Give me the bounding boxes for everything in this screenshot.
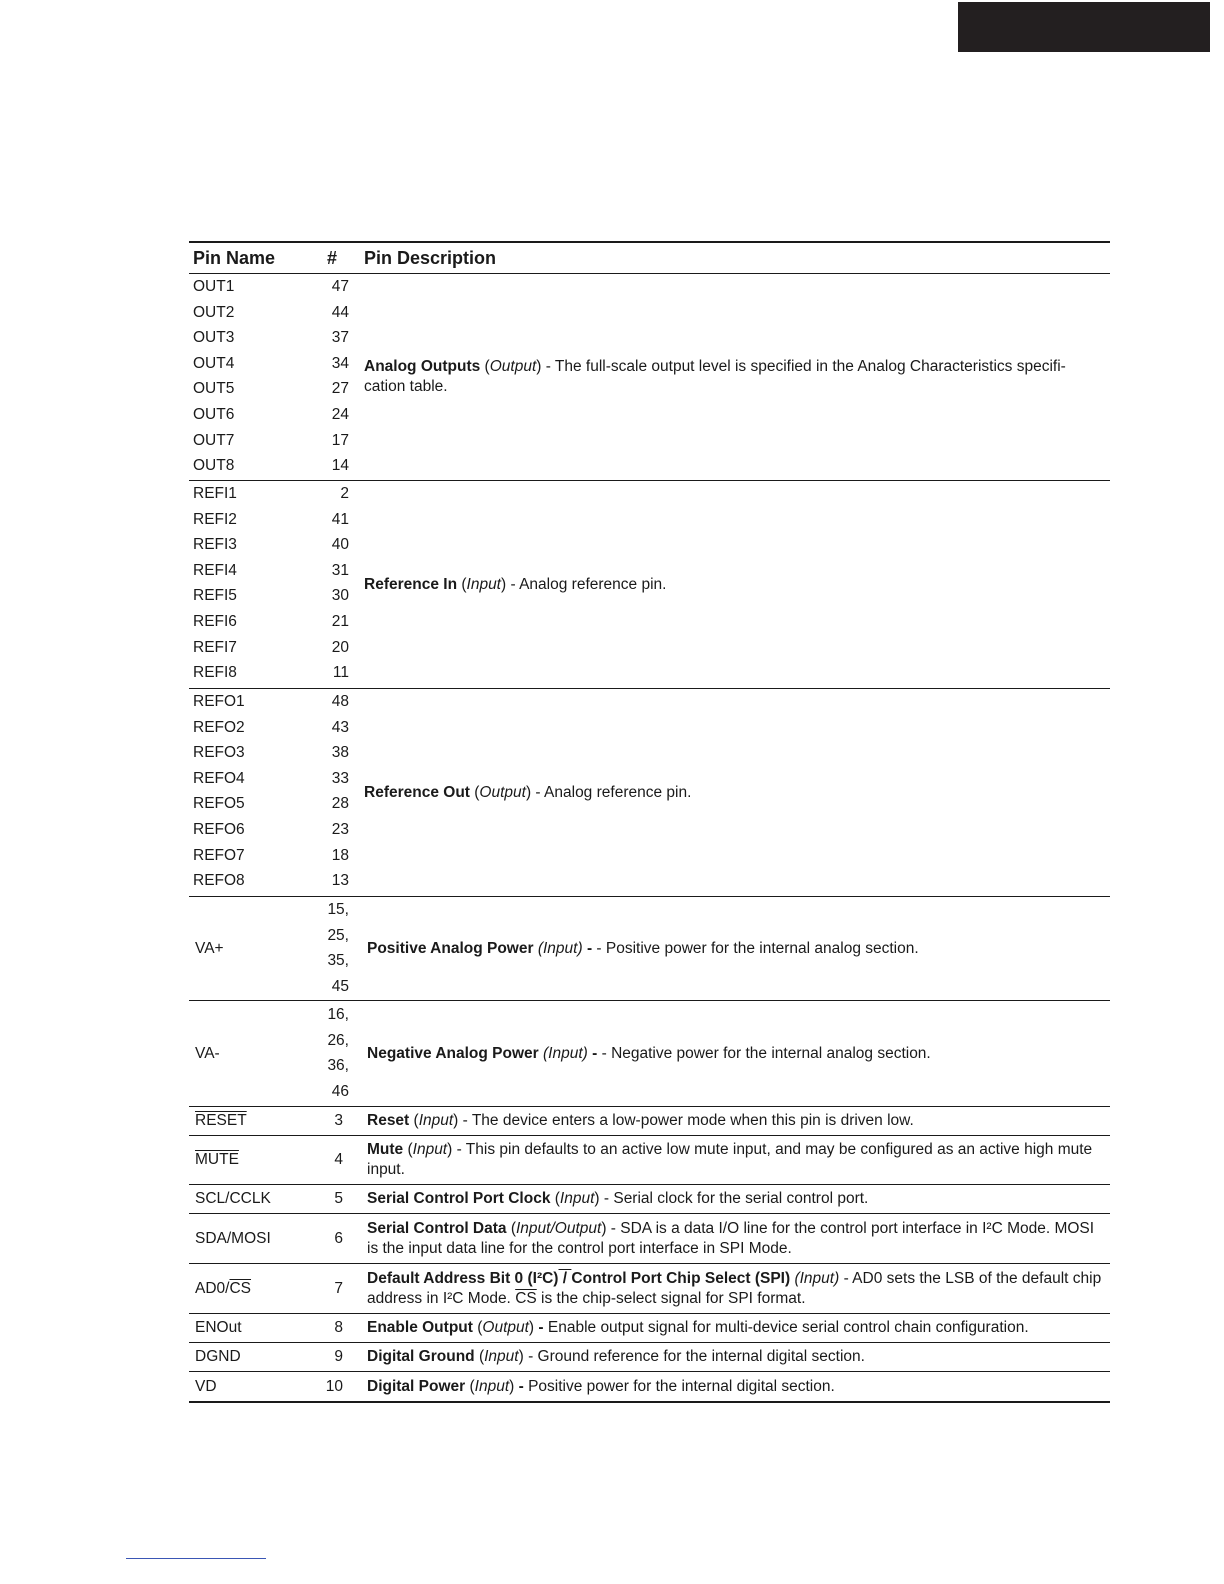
pin-name: REFI4 [193,561,237,579]
pin-numbers [307,1001,349,1106]
pin-name: VA+ [195,939,224,957]
pin-number: 35, [327,952,349,970]
pin-numbers [307,274,349,480]
desc-direction: (Input) [794,1269,840,1287]
pin-name: OUT3 [193,329,235,347]
pin-names [193,689,313,896]
pin-number: 11 [332,664,349,682]
pin-description: Digital Ground (Input) - Ground reference for the internal digital section. [367,1348,865,1365]
pin-description: Serial Control Data (Input/Output) - SDA is a data I/O line for the control port interface in I²C Mode. MOSI is the input data line for the control port interface in SPI Mode. [367,1219,1095,1257]
pin-number: 17 [331,431,349,449]
desc-direction: Output [479,783,526,801]
row-mute [189,1136,1110,1185]
desc-direction: Output [489,358,537,375]
pin-name: SDA/MOSI [195,1229,271,1247]
desc-title: Positive Analog Power [367,939,534,957]
desc-text: - The device enters a low-power mode when this pin is driven low. [458,1112,914,1129]
pin-name: ENOut [195,1319,242,1336]
pin-number: 5 [334,1190,343,1207]
pin-number: 13 [331,872,349,890]
pin-number: 6 [334,1229,343,1247]
pin-number: 44 [331,303,349,321]
pin-number: 47 [331,278,349,295]
pin-number: 31 [331,561,349,579]
pin-number: 23 [331,820,349,838]
pin-name: REFI2 [193,510,237,528]
pin-number: 48 [331,693,349,710]
pin-name: OUT6 [193,405,235,423]
pin-numbers [307,689,349,896]
pin-number: 27 [331,380,349,398]
pin-number: 14 [331,457,349,475]
group-reference-out [189,689,1110,897]
desc-direction: Input [418,1112,454,1129]
pin-number: 15, [327,901,349,918]
pin-name: REFO1 [193,693,245,710]
header-tab-block [958,2,1210,52]
desc-title: Default Address Bit 0 (I²C) [367,1269,559,1287]
group-va-minus [189,1001,1110,1107]
pin-number: 46 [331,1082,349,1100]
pin-number: 18 [331,846,349,864]
pin-description: Serial Control Port Clock (Input) - Serial clock for the serial control port. [367,1190,869,1207]
desc-text: - Positive power for the internal analog section. [592,939,919,957]
desc-direction: Input [474,1377,510,1395]
header-pin-name: Pin Name [193,248,276,268]
pin-description: Digital Power (Input) - Positive power for the internal digital section. [367,1377,835,1395]
desc-text: - This pin defaults to an active low mute input, and may be configured as an active high mute input. [367,1141,1093,1178]
table-header [189,243,1110,274]
desc-text-cs: $\overline{CS}$ [515,1289,537,1307]
header-pin-number: # [327,248,338,268]
desc-text: Positive power for the internal digital section. [523,1377,835,1395]
pin-name-cs: $\overline{CS}$ [229,1279,252,1297]
pin-number: 43 [331,718,349,736]
pin-name: OUT8 [193,457,235,475]
pin-number: 7 [334,1279,343,1297]
pin-description: Positive Analog Power (Input) - - Positive power for the internal analog section. [367,939,919,957]
desc-title: Reset [367,1112,410,1129]
pin-description [367,1264,1106,1313]
pin-name: VD [195,1377,217,1395]
pin-name: DGND [195,1348,241,1365]
desc-direction: Input [466,575,501,593]
desc-text: - Analog reference pin. [506,575,667,593]
desc-direction: Input [559,1190,595,1207]
pin-name: OUT7 [193,431,235,449]
pin-name: REFO6 [193,820,245,838]
pin-name: REFO3 [193,744,245,762]
desc-title: Reference Out [364,783,470,801]
pin-name: SCL/CCLK [195,1190,271,1207]
desc-direction: (Input) [537,939,583,957]
pin-number: 41 [331,510,349,528]
pin-names [193,274,313,480]
pin-name: REFI1 [193,485,237,502]
pin-name: REFI5 [193,587,237,605]
pin-number: 28 [331,795,349,813]
pin-description-table [189,241,1110,1403]
header-pin-description: Pin Description [364,248,497,268]
desc-text: - Analog reference pin. [531,783,692,801]
desc-text: - Negative power for the internal analog section. [597,1044,931,1062]
desc-title-b: Control Port Chip Select (SPI) [571,1269,791,1287]
desc-title: Digital Ground [367,1348,475,1365]
pin-description: Analog Outputs (Output) - The full-scale output level is specified in the Analog Characteristics specifi-cation table. [364,358,1066,395]
pin-name: VA- [195,1044,220,1062]
pin-number: 10 [325,1377,343,1395]
row-reset [189,1107,1110,1136]
pin-number: 37 [331,329,349,347]
pin-description: Mute (Input) - This pin defaults to an active low mute input, and may be configured as an active high mute input. [367,1141,1093,1178]
pin-name: REFO4 [193,769,245,787]
desc-title: Analog Outputs [364,358,481,375]
desc-title: Serial Control Port Clock [367,1190,551,1207]
group-reference-in [189,481,1110,689]
pin-number: 4 [334,1151,343,1168]
pin-number: 21 [331,612,349,630]
pin-name: MUTE [195,1151,239,1168]
pin-number: 26, [327,1031,349,1049]
pin-number: 2 [340,485,349,502]
pin-number: 3 [334,1112,343,1129]
desc-direction: Input [484,1348,519,1365]
pin-number: 40 [331,536,349,554]
desc-text: Enable output signal for multi-device serial control chain configuration. [543,1319,1029,1336]
pin-number: 20 [331,638,349,656]
pin-name: REFI6 [193,612,237,630]
pin-number: 38 [331,744,349,762]
pin-number: 16, [327,1006,349,1023]
pin-number: 45 [331,977,349,995]
desc-text: - Serial clock for the serial control port. [599,1190,869,1207]
pin-number: 30 [331,587,349,605]
row-sda-mosi [189,1214,1110,1264]
pin-description: Enable Output (Output) - Enable output signal for multi-device serial control chain configuration. [367,1319,1029,1336]
pin-names [193,481,313,688]
group-analog-outputs [189,274,1110,481]
desc-text: - SDA is a data I/O line for the control port interface in I²C Mode. MOSI is the input data line for the control port interface in SPI Mode. [367,1219,1095,1257]
row-dgnd [189,1343,1110,1372]
desc-title: Reference In [364,575,458,593]
pin-number: 25, [327,926,349,944]
row-enout [189,1314,1110,1343]
pin-name: OUT4 [193,354,235,372]
row-ad0-cs [189,1264,1110,1314]
desc-text-b: is the chip-select signal for SPI format. [536,1289,806,1307]
pin-description: Reference Out (Output) - Analog reference pin. [364,783,692,801]
desc-direction: Input/Output [516,1219,602,1237]
desc-direction: (Input) [543,1044,588,1062]
pin-number: 9 [334,1348,343,1365]
pin-name: REFO2 [193,718,245,736]
pin-description: Reference In (Input) - Analog reference pin. [364,575,667,593]
pin-description: Negative Analog Power (Input) - - Negative power for the internal analog section. [367,1044,931,1062]
pin-numbers [307,897,349,1000]
desc-text: - The full-scale output level is specified in the Analog Characteristics specifi-cation table. [364,358,1066,395]
desc-direction: Input [412,1141,448,1158]
pin-name: OUT5 [193,380,235,398]
desc-title: Serial Control Data [367,1219,507,1237]
desc-title: Enable Output [367,1319,473,1336]
pin-name: REFI3 [193,536,237,554]
row-vd [189,1372,1110,1403]
pin-name: REFI7 [193,638,237,656]
pin-name: OUT2 [193,303,235,321]
pin-name: OUT1 [193,278,235,295]
desc-direction: Output [482,1319,529,1336]
pin-number: 33 [331,769,349,787]
desc-text: - Ground reference for the internal digital section. [523,1348,865,1365]
pin-number: 8 [334,1319,343,1336]
pin-name: REFI8 [193,664,237,682]
desc-text: - AD0 sets the LSB of the default chip address in I²C Mode. [367,1269,1102,1307]
pin-number: 34 [331,354,349,372]
pin-name: REFO8 [193,872,245,890]
pin-name: RESET [195,1112,247,1129]
row-scl-cclk [189,1185,1110,1214]
desc-title: Digital Power [367,1377,466,1395]
pin-name: AD0/ [195,1279,230,1297]
group-va-plus [189,897,1110,1001]
pin-name: REFO5 [193,795,245,813]
pin-numbers [307,481,349,688]
pin-description: Reset (Input) - The device enters a low-power mode when this pin is driven low. [367,1112,914,1129]
pin-name: REFO7 [193,846,245,864]
footer-link-rule [126,1558,266,1559]
desc-title-sep: / [558,1269,572,1287]
desc-title: Mute [367,1141,404,1158]
desc-title: Negative Analog Power [367,1044,539,1062]
pin-number: 36, [327,1057,349,1075]
pin-number: 24 [331,405,349,423]
